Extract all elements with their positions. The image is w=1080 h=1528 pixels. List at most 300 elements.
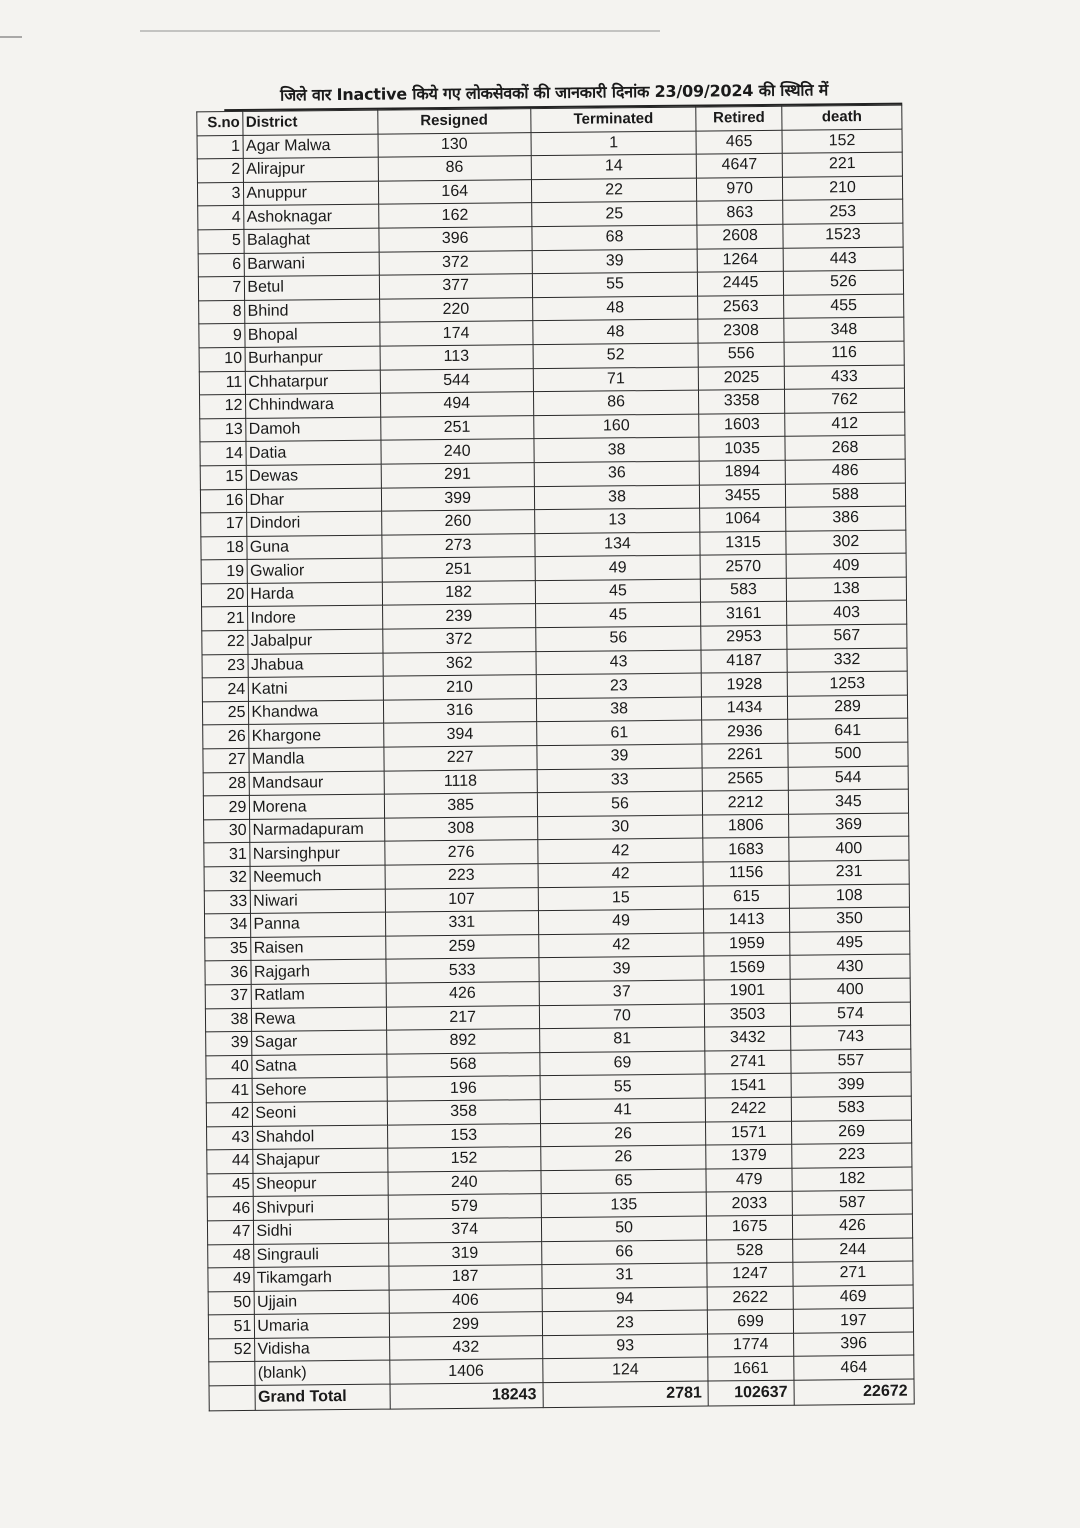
terminated-cell: 52 — [533, 343, 699, 368]
terminated-cell: 56 — [536, 626, 702, 651]
terminated-cell: 81 — [539, 1027, 705, 1052]
retired-cell: 528 — [707, 1239, 793, 1263]
district-cell: Dewas — [247, 464, 381, 489]
death-cell: 469 — [793, 1285, 913, 1310]
sno-cell: 5 — [198, 229, 245, 253]
total-terminated: 2781 — [543, 1381, 709, 1408]
terminated-cell: 38 — [534, 437, 700, 462]
district-cell: Raisen — [251, 936, 385, 961]
resigned-cell: 210 — [383, 675, 537, 700]
terminated-cell: 38 — [534, 485, 700, 510]
terminated-cell: 93 — [542, 1334, 708, 1359]
district-cell: Ujjain — [255, 1290, 389, 1315]
retired-cell: 970 — [697, 177, 783, 201]
death-cell: 369 — [789, 813, 909, 838]
sno-cell: 3 — [197, 182, 244, 206]
district-cell: Damoh — [246, 417, 380, 442]
resigned-cell: 174 — [379, 321, 533, 346]
terminated-cell: 31 — [542, 1263, 708, 1288]
sno-cell: 28 — [203, 772, 250, 796]
sno-cell: 6 — [198, 253, 245, 277]
district-cell: Betul — [245, 275, 379, 300]
retired-cell: 1413 — [704, 908, 790, 932]
sno-cell: 1 — [197, 135, 244, 159]
resigned-cell: 377 — [379, 274, 533, 299]
resigned-cell: 396 — [378, 227, 532, 252]
district-cell: Vidisha — [255, 1337, 389, 1362]
terminated-cell: 160 — [534, 414, 700, 439]
death-cell: 108 — [789, 884, 909, 909]
retired-cell: 863 — [697, 201, 783, 225]
terminated-cell: 30 — [537, 815, 703, 840]
retired-cell: 2033 — [706, 1192, 792, 1216]
resigned-cell: 372 — [379, 250, 533, 275]
terminated-cell: 124 — [543, 1358, 709, 1383]
death-cell: 182 — [792, 1167, 912, 1192]
resigned-cell: 217 — [386, 1005, 540, 1030]
district-cell: Guna — [247, 535, 381, 560]
retired-cell: 1894 — [699, 460, 785, 484]
terminated-cell: 55 — [532, 272, 698, 297]
terminated-cell: 49 — [535, 555, 701, 580]
district-cell: Morena — [250, 794, 384, 819]
resigned-cell: 113 — [380, 345, 534, 370]
sno-cell: 16 — [200, 489, 247, 513]
death-cell: 116 — [784, 341, 904, 366]
terminated-cell: 134 — [535, 532, 701, 557]
death-cell: 567 — [787, 624, 907, 649]
resigned-cell: 1406 — [389, 1359, 543, 1384]
retired-cell: 556 — [698, 342, 784, 366]
retired-cell: 1774 — [708, 1333, 794, 1357]
district-cell: Shajapur — [253, 1148, 387, 1173]
death-cell: 271 — [793, 1261, 913, 1286]
sno-cell: 51 — [208, 1315, 255, 1339]
terminated-cell: 23 — [542, 1310, 708, 1335]
terminated-cell: 69 — [540, 1051, 706, 1076]
sno-cell: 32 — [204, 866, 251, 890]
death-cell: 557 — [791, 1049, 911, 1074]
sno-cell: 11 — [199, 371, 246, 395]
death-cell: 574 — [790, 1002, 910, 1027]
terminated-cell: 36 — [534, 461, 700, 486]
resigned-cell: 399 — [381, 486, 535, 511]
death-cell: 544 — [788, 766, 908, 791]
retired-cell: 2570 — [700, 555, 786, 579]
retired-cell: 583 — [701, 578, 787, 602]
total-retired: 102637 — [708, 1380, 794, 1406]
header-terminated: Terminated — [531, 107, 697, 132]
death-cell: 433 — [784, 365, 904, 390]
death-cell: 443 — [783, 247, 903, 272]
retired-cell: 2212 — [703, 790, 789, 814]
sno-cell: 34 — [204, 914, 251, 938]
sno-cell: 29 — [203, 796, 250, 820]
retired-cell: 1434 — [702, 696, 788, 720]
terminated-cell: 43 — [536, 650, 702, 675]
district-cell: Sheopur — [253, 1172, 387, 1197]
district-cell: Niwari — [251, 889, 385, 914]
inactive-employees-table — [196, 105, 914, 1412]
district-cell: Seoni — [253, 1101, 387, 1126]
retired-cell: 4647 — [696, 153, 782, 177]
sno-cell: 17 — [201, 513, 248, 537]
grand-total-row — [209, 1379, 914, 1411]
resigned-cell: 406 — [389, 1288, 543, 1313]
terminated-cell: 33 — [537, 768, 703, 793]
sno-cell: 50 — [208, 1291, 255, 1315]
resigned-cell: 394 — [383, 722, 537, 747]
total-sno-cell — [209, 1385, 256, 1410]
terminated-cell: 42 — [538, 862, 704, 887]
resigned-cell: 579 — [388, 1194, 542, 1219]
sno-cell: 22 — [202, 630, 249, 654]
resigned-cell: 372 — [382, 628, 536, 653]
resigned-cell: 291 — [381, 463, 535, 488]
district-cell: Singrauli — [254, 1243, 388, 1268]
death-cell: 386 — [786, 506, 906, 531]
death-cell: 231 — [789, 860, 909, 885]
death-cell: 412 — [785, 412, 905, 437]
death-cell: 743 — [791, 1025, 911, 1050]
terminated-cell: 49 — [538, 909, 704, 934]
table-body — [197, 129, 914, 1386]
sno-cell: 12 — [200, 395, 247, 419]
resigned-cell: 273 — [381, 533, 535, 558]
death-cell: 221 — [782, 152, 902, 177]
death-cell: 486 — [785, 459, 905, 484]
terminated-cell: 26 — [541, 1145, 707, 1170]
retired-cell: 1379 — [706, 1144, 792, 1168]
district-cell: Mandla — [249, 747, 383, 772]
death-cell: 641 — [788, 719, 908, 744]
resigned-cell: 358 — [387, 1100, 541, 1125]
retired-cell: 1541 — [705, 1074, 791, 1098]
retired-cell: 1571 — [706, 1121, 792, 1145]
terminated-cell: 66 — [541, 1240, 707, 1265]
district-cell: Chhatarpur — [246, 370, 380, 395]
district-cell: Narmadapuram — [250, 818, 384, 843]
resigned-cell: 568 — [386, 1052, 540, 1077]
retired-cell: 479 — [706, 1168, 792, 1192]
district-cell: Dindori — [247, 511, 381, 536]
resigned-cell: 276 — [384, 840, 538, 865]
retired-cell: 2622 — [707, 1286, 793, 1310]
death-cell: 409 — [786, 553, 906, 578]
terminated-cell: 23 — [536, 673, 702, 698]
district-cell: Khandwa — [249, 700, 383, 725]
sno-cell: 33 — [204, 890, 251, 914]
district-cell: Umaria — [255, 1313, 389, 1338]
death-cell: 350 — [789, 907, 909, 932]
resigned-cell: 153 — [387, 1123, 541, 1148]
death-cell: 302 — [786, 530, 906, 555]
death-cell: 526 — [783, 270, 903, 295]
resigned-cell: 316 — [383, 698, 537, 723]
district-cell: Bhind — [245, 299, 379, 324]
resigned-cell: 152 — [387, 1147, 541, 1172]
terminated-cell: 61 — [536, 720, 702, 745]
district-cell: Sehore — [252, 1077, 386, 1102]
death-cell: 268 — [785, 435, 905, 460]
district-cell: Alirajpur — [244, 157, 378, 182]
district-cell: Jabalpur — [248, 629, 382, 654]
terminated-cell: 55 — [540, 1074, 706, 1099]
retired-cell: 1064 — [700, 507, 786, 531]
resigned-cell: 251 — [380, 415, 534, 440]
death-cell: 500 — [788, 742, 908, 767]
resigned-cell: 196 — [387, 1076, 541, 1101]
death-cell: 138 — [786, 577, 906, 602]
retired-cell: 2936 — [702, 720, 788, 744]
death-cell: 210 — [782, 176, 902, 201]
death-cell: 223 — [792, 1143, 912, 1168]
resigned-cell: 892 — [386, 1029, 540, 1054]
sno-cell: 48 — [208, 1244, 255, 1268]
terminated-cell: 1 — [531, 131, 697, 156]
header-sno: S.no — [197, 111, 244, 135]
resigned-cell: 130 — [378, 132, 532, 157]
terminated-cell: 25 — [532, 201, 698, 226]
death-cell: 762 — [784, 388, 904, 413]
district-cell: Jhabua — [248, 653, 382, 678]
sno-cell: 19 — [201, 560, 248, 584]
district-cell: Ashoknagar — [244, 205, 378, 230]
retired-cell: 2565 — [702, 767, 788, 791]
district-cell: Balaghat — [244, 228, 378, 253]
sno-cell: 39 — [206, 1032, 253, 1056]
scan-edge-mark — [0, 36, 22, 46]
resigned-cell: 426 — [386, 982, 540, 1007]
resigned-cell: 187 — [388, 1265, 542, 1290]
district-cell: Rewa — [252, 1007, 386, 1032]
retired-cell: 615 — [703, 885, 789, 909]
resigned-cell: 362 — [383, 651, 537, 676]
resigned-cell: 86 — [378, 156, 532, 181]
terminated-cell: 39 — [532, 249, 698, 274]
death-cell: 588 — [785, 483, 905, 508]
retired-cell: 3161 — [701, 602, 787, 626]
sno-cell: 15 — [200, 465, 247, 489]
retired-cell: 1928 — [701, 672, 787, 696]
retired-cell: 2261 — [702, 743, 788, 767]
sno-cell: 14 — [200, 442, 247, 466]
district-cell: Burhanpur — [245, 346, 379, 371]
death-cell: 583 — [791, 1096, 911, 1121]
sno-cell: 30 — [204, 819, 251, 843]
district-cell: Khargone — [249, 724, 383, 749]
resigned-cell: 164 — [378, 179, 532, 204]
retired-cell: 2025 — [698, 366, 784, 390]
resigned-cell: 299 — [389, 1312, 543, 1337]
district-cell: Katni — [249, 676, 383, 701]
header-retired: Retired — [696, 106, 782, 130]
resigned-cell: 223 — [385, 864, 539, 889]
terminated-cell: 56 — [537, 791, 703, 816]
retired-cell: 3432 — [705, 1026, 791, 1050]
retired-cell: 2741 — [705, 1050, 791, 1074]
terminated-cell: 26 — [540, 1122, 706, 1147]
district-cell: Sagar — [252, 1030, 386, 1055]
header-death: death — [782, 105, 902, 130]
sno-cell: 18 — [201, 536, 248, 560]
district-cell: Shahdol — [253, 1125, 387, 1150]
death-cell: 403 — [786, 601, 906, 626]
district-cell: Harda — [248, 582, 382, 607]
death-cell: 289 — [787, 695, 907, 720]
retired-cell: 1264 — [697, 248, 783, 272]
terminated-cell: 13 — [534, 508, 700, 533]
terminated-cell: 39 — [539, 956, 705, 981]
sno-cell: 9 — [199, 324, 246, 348]
terminated-cell: 48 — [533, 319, 699, 344]
sno-cell: 7 — [198, 277, 245, 301]
document-title: जिले वार Inactive किये गए लोकसेवकों की जानकारी दिनांक 23/09/2024 की स्थिति में — [224, 77, 902, 112]
district-cell: Panna — [251, 912, 385, 937]
retired-cell: 2608 — [697, 224, 783, 248]
district-cell: Narsinghpur — [250, 842, 384, 867]
total-label: Grand Total — [255, 1384, 389, 1410]
district-cell: Bhopal — [245, 322, 379, 347]
death-cell: 345 — [788, 789, 908, 814]
sno-cell: 13 — [200, 418, 247, 442]
death-cell: 1253 — [787, 671, 907, 696]
retired-cell: 1675 — [707, 1215, 793, 1239]
sno-cell: 46 — [207, 1197, 254, 1221]
resigned-cell: 432 — [389, 1335, 543, 1360]
sno-cell: 24 — [202, 678, 249, 702]
terminated-cell: 70 — [539, 1004, 705, 1029]
district-cell: Satna — [252, 1054, 386, 1079]
resigned-cell: 374 — [388, 1218, 542, 1243]
resigned-cell: 385 — [384, 793, 538, 818]
district-cell: Anuppur — [244, 181, 378, 206]
retired-cell: 1035 — [699, 437, 785, 461]
terminated-cell: 42 — [538, 838, 704, 863]
retired-cell: 3503 — [705, 1003, 791, 1027]
district-cell: (blank) — [255, 1361, 389, 1386]
sno-cell: 40 — [206, 1055, 253, 1079]
district-cell: Dhar — [247, 488, 381, 513]
resigned-cell: 107 — [385, 887, 539, 912]
terminated-cell: 68 — [532, 225, 698, 250]
terminated-cell: 135 — [541, 1192, 707, 1217]
district-cell: Sidhi — [254, 1219, 388, 1244]
retired-cell: 2308 — [698, 319, 784, 343]
death-cell: 396 — [793, 1332, 913, 1357]
resigned-cell: 331 — [385, 911, 539, 936]
retired-cell: 1661 — [708, 1357, 794, 1381]
sno-cell: 44 — [207, 1150, 254, 1174]
scan-top-residue — [140, 30, 660, 38]
sno-cell: 27 — [203, 748, 250, 772]
header-resigned: Resigned — [377, 109, 531, 134]
death-cell: 152 — [782, 129, 902, 154]
sno-cell: 47 — [207, 1220, 254, 1244]
death-cell: 430 — [790, 954, 910, 979]
retired-cell: 3455 — [700, 484, 786, 508]
sno-cell: 49 — [208, 1267, 255, 1291]
district-cell: Gwalior — [247, 558, 381, 583]
terminated-cell: 45 — [535, 603, 701, 628]
retired-cell: 2953 — [701, 625, 787, 649]
retired-cell: 2422 — [706, 1097, 792, 1121]
district-cell: Chhindwara — [246, 393, 380, 418]
terminated-cell: 50 — [541, 1216, 707, 1241]
resigned-cell: 319 — [388, 1241, 542, 1266]
terminated-cell: 41 — [540, 1098, 706, 1123]
retired-cell: 1806 — [703, 814, 789, 838]
death-cell: 253 — [783, 199, 903, 224]
retired-cell: 2445 — [698, 271, 784, 295]
document-sheet — [196, 77, 915, 1412]
district-cell: Rajgarh — [251, 959, 385, 984]
retired-cell: 1603 — [699, 413, 785, 437]
retired-cell: 2563 — [698, 295, 784, 319]
district-cell: Mandsaur — [250, 771, 384, 796]
retired-cell: 699 — [708, 1309, 794, 1333]
retired-cell: 465 — [696, 130, 782, 154]
resigned-cell: 240 — [380, 439, 534, 464]
sno-cell: 37 — [205, 984, 252, 1008]
terminated-cell: 38 — [536, 697, 702, 722]
terminated-cell: 71 — [533, 367, 699, 392]
terminated-cell: 14 — [531, 154, 697, 179]
resigned-cell: 240 — [388, 1170, 542, 1195]
death-cell: 244 — [793, 1238, 913, 1263]
terminated-cell: 42 — [539, 933, 705, 958]
resigned-cell: 220 — [379, 297, 533, 322]
sno-cell — [209, 1362, 256, 1386]
terminated-cell: 39 — [537, 744, 703, 769]
terminated-cell: 86 — [533, 390, 699, 415]
death-cell: 400 — [790, 978, 910, 1003]
resigned-cell: 308 — [384, 816, 538, 841]
resigned-cell: 182 — [382, 581, 536, 606]
sno-cell: 23 — [202, 654, 249, 678]
retired-cell: 4187 — [701, 649, 787, 673]
sno-cell: 38 — [205, 1008, 252, 1032]
resigned-cell: 251 — [382, 557, 536, 582]
sno-cell: 26 — [203, 725, 250, 749]
retired-cell: 1683 — [703, 838, 789, 862]
terminated-cell: 15 — [538, 886, 704, 911]
sno-cell: 35 — [205, 937, 252, 961]
sno-cell: 2 — [197, 159, 244, 183]
death-cell: 400 — [789, 836, 909, 861]
sno-cell: 45 — [207, 1173, 254, 1197]
terminated-cell: 22 — [531, 178, 697, 203]
resigned-cell: 162 — [378, 203, 532, 228]
resigned-cell: 1118 — [384, 769, 538, 794]
district-cell: Shivpuri — [254, 1195, 388, 1220]
retired-cell: 1247 — [707, 1262, 793, 1286]
resigned-cell: 260 — [381, 510, 535, 535]
resigned-cell: 494 — [380, 392, 534, 417]
death-cell: 464 — [794, 1356, 914, 1381]
death-cell: 455 — [784, 294, 904, 319]
retired-cell: 3358 — [699, 389, 785, 413]
death-cell: 1523 — [783, 223, 903, 248]
resigned-cell: 533 — [385, 958, 539, 983]
district-cell: Ratlam — [252, 983, 386, 1008]
district-cell: Neemuch — [250, 865, 384, 890]
total-resigned: 18243 — [390, 1383, 544, 1409]
death-cell: 399 — [791, 1072, 911, 1097]
district-cell: Agar Malwa — [243, 134, 377, 159]
sno-cell: 31 — [204, 843, 251, 867]
total-death: 22672 — [794, 1379, 914, 1405]
